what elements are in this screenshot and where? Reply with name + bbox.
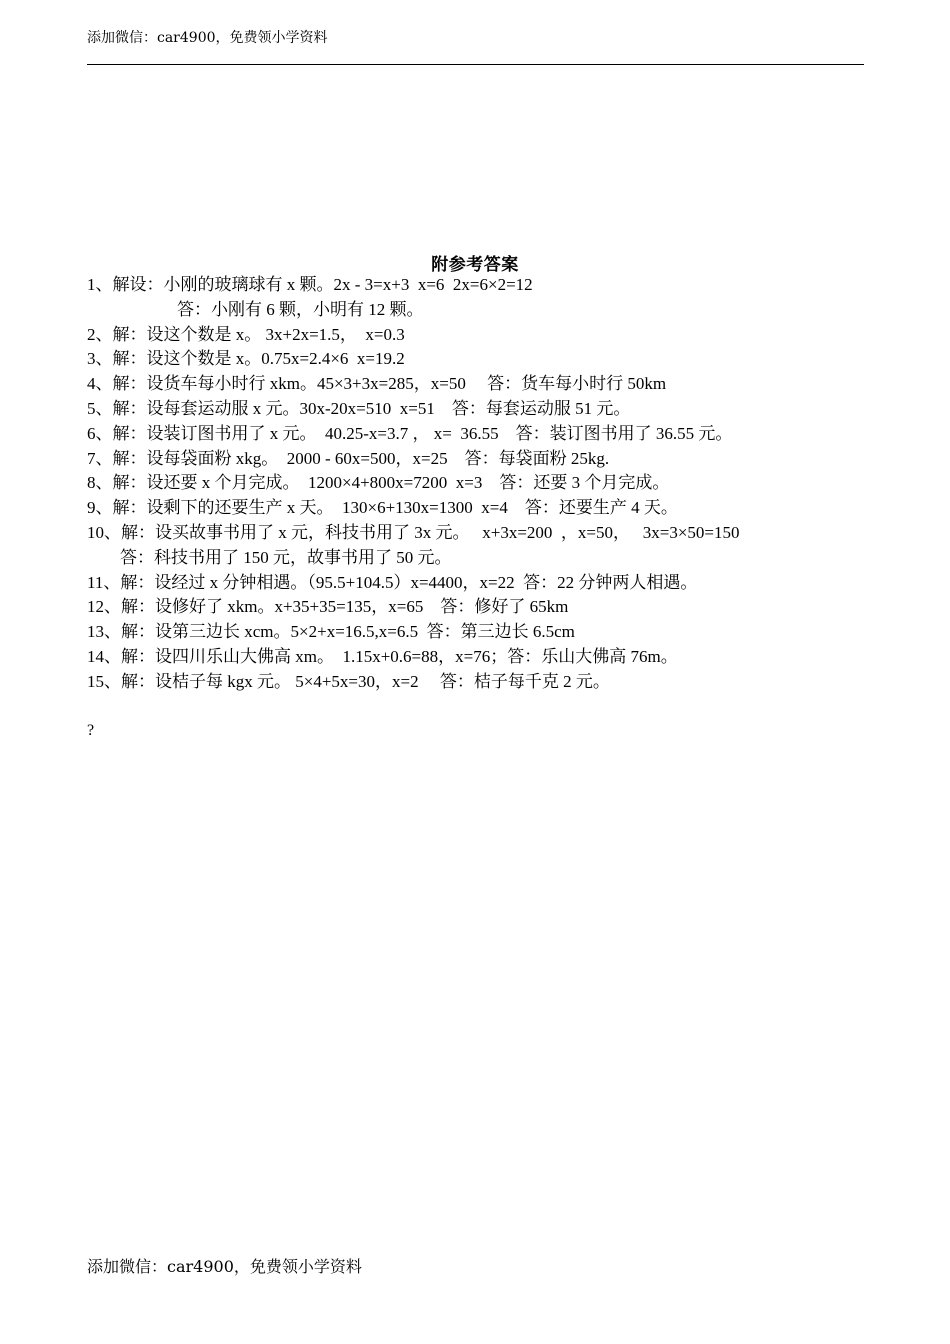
page-title: 附参考答案 <box>431 255 519 275</box>
answer-line-10: 10、解：设买故事书用了 x 元，科技书用了 3x 元。 x+3x=200 ，x=50， 3x=3×50=150 <box>87 522 740 542</box>
answer-line-4: 4、解：设货车每小时行 xkm。45×3+3x=285，x=50 答：货车每小时行 50km <box>87 374 667 394</box>
answer-line-1: 1、解设：小刚的玻璃球有 x 颗。2x - 3=x+3 x=6 2x=6×2=12 <box>87 275 533 294</box>
answer-line-3: 3、解：设这个数是 x。0.75x=2.4×6 x=19.2 <box>87 349 405 369</box>
answer-line-10-conclusion: 答：科技书用了 150 元，故事书用了 50 元。 <box>120 547 452 567</box>
header-divider <box>87 64 864 65</box>
answer-line-9: 9、解：设剩下的还要生产 x 天。 130×6+130x=1300 x=4 答：还要生产 4 天。 <box>87 498 678 518</box>
answer-line-13: 13、解：设第三边长 xcm。5×2+x=16.5,x=6.5 答：第三边长 6.5cm <box>87 622 575 642</box>
answer-line-8: 8、解：设还要 x 个月完成。 1200×4+800x=7200 x=3 答：还要 3 个月完成。 <box>87 473 670 493</box>
page-footer-text: 添加微信：car4900，免费领小学资料 <box>87 1257 362 1276</box>
answer-line-11: 11、解：设经过 x 分钟相遇。（95.5+104.5）x=4400，x=22 答：22 分钟两人相遇。 <box>87 572 698 592</box>
answer-list <box>87 273 907 695</box>
answer-line-2: 2、解：设这个数是 x。 3x+2x=1.5， x=0.3 <box>87 324 405 344</box>
answer-line-15: 15、解：设桔子每 kgx 元。 5×4+5x=30，x=2 答：桔子每千克 2 元。 <box>87 671 610 691</box>
stray-question-mark: ? <box>87 722 95 739</box>
answer-line-1-conclusion: 答：小刚有 6 颗，小明有 12 颗。 <box>177 299 424 319</box>
answer-line-6: 6、解：设装订图书用了 x 元。 40.25-x=3.7 ， x= 36.55 答：装订图书用了 36.55 元。 <box>87 423 733 443</box>
answer-line-7: 7、解：设每袋面粉 xkg。 2000 - 60x=500，x=25 答：每袋面粉 25kg. <box>87 448 610 468</box>
page-header-text: 添加微信：car4900，免费领小学资料 <box>87 30 328 46</box>
answer-line-5: 5、解：设每套运动服 x 元。30x-20x=510 x=51 答：每套运动服 51 元。 <box>87 398 631 418</box>
answer-line-14: 14、解：设四川乐山大佛高 xm。 1.15x+0.6=88，x=76；答：乐山大佛高 76m。 <box>87 646 678 666</box>
answer-line-12: 12、解：设修好了 xkm。x+35+35=135，x=65 答：修好了 65km <box>87 597 569 617</box>
